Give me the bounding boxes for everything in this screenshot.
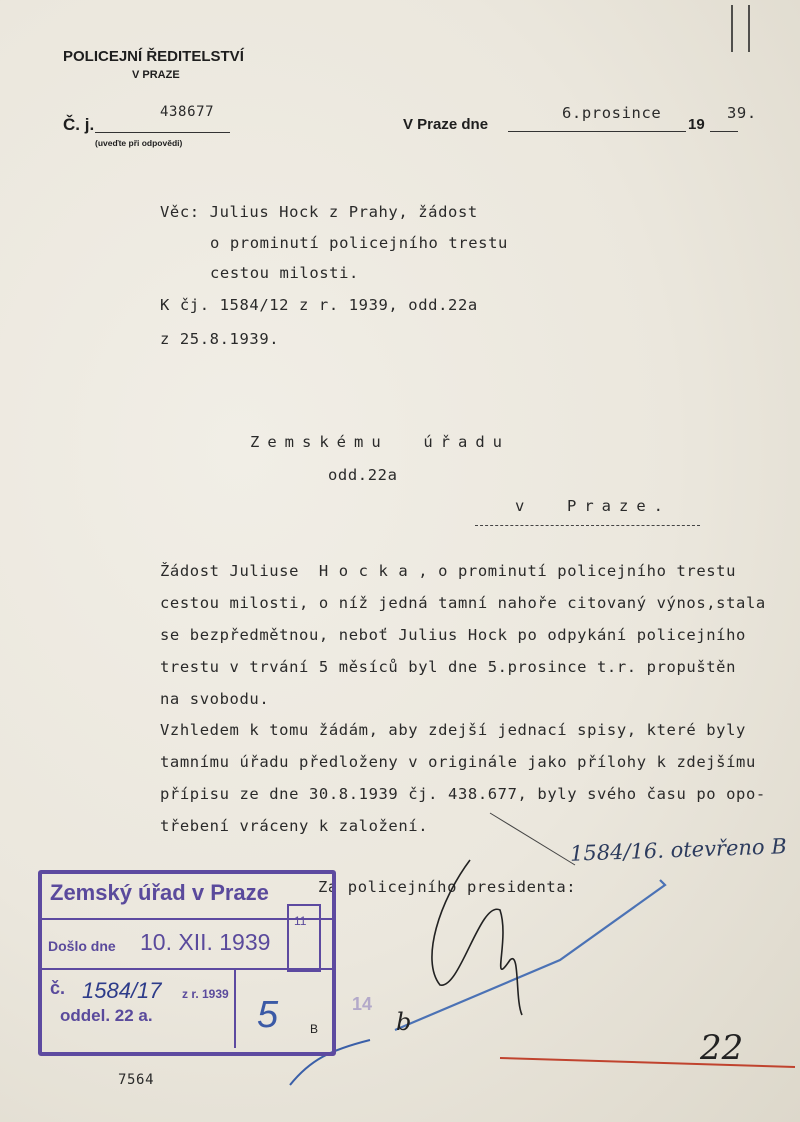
stamp-received-label: Došlo dne [48,938,116,954]
red-line [500,1058,795,1067]
bottom-number: 7564 [118,1072,155,1088]
margin-mark: 22 [700,1028,744,1068]
reference-note: (uveďte při odpovědi) [95,138,183,148]
body-line-7: tamnímu úřadu předloženy v originále jako přílohy k zdejšímu [160,753,756,771]
stamp-box-number: 11 [294,914,307,928]
body-line-3: se bezpředmětnou, neboť Julius Hock po odpykání policejního [160,626,746,644]
body-line-2: cestou milosti, o níž jedná tamní nahoře citovaný výnos,stala [160,594,766,612]
reference-number: 438677 [160,104,215,120]
stamp-year-label: z r. 1939 [182,987,229,1001]
stamp-letter: B [310,1022,319,1036]
stamp-file-number: 1584/17 [82,978,162,1003]
place-label: V Praze dne [403,116,489,133]
received-stamp [38,870,336,1056]
year-suffix: 39. [727,104,757,122]
stamp-title: Zemský úřad v Praze [50,880,269,905]
subject-line-2: o prominutí policejního trestu [210,234,508,252]
pen-diagonal-stroke [490,813,575,865]
stamp-number-box [287,904,321,972]
stamp-department: oddel. 22 a. [60,1006,153,1025]
addressee-office: Zemskému úřadu [250,433,510,451]
office-name: POLICEJNÍ ŘEDITELSTVÍ [63,48,244,65]
stamp-vertical-divider [234,968,236,1048]
handwritten-note: 1584/16. otevřeno B [569,834,788,866]
handwritten-initial: b [396,1008,412,1036]
signature-block: Za policejního presidenta: [318,878,577,896]
blue-pencil-stroke [395,880,665,1030]
stamp-number-prefix: č. [50,978,66,998]
date-value: 6.prosince [562,104,662,122]
addressee-city: v Praze. [515,497,671,515]
body-line-9: třebení vráceny k založení. [160,817,429,835]
subject-line-3: cestou milosti. [210,264,359,282]
body-line-1: Žádost Juliuse H o c k a , o prominutí policejního trestu [160,562,737,580]
body-line-5: na svobodu. [160,690,270,708]
subject-line-5: z 25.8.1939. [160,330,280,348]
signature-scribble [432,860,522,1015]
stamp-attachments-mark: 5 [257,994,279,1036]
addressee-department: odd.22a [328,466,398,484]
stamp-received-date: 10. XII. 1939 [140,929,271,955]
office-city: V PRAZE [132,69,180,81]
year-prefix: 19 [688,116,705,133]
body-line-4: trestu v trvání 5 měsíců byl dne 5.prosince t.r. propuštěn [160,658,737,676]
body-line-6: Vzhledem k tomu žádám, aby zdejší jednací spisy, které byly [160,721,746,739]
body-line-8: přípisu ze dne 30.8.1939 čj. 438.677, byly svého času po opo- [160,785,766,803]
subject-line-1: Věc: Julius Hock z Prahy, žádost [160,203,478,221]
faint-stamp: 14 [352,994,373,1014]
subject-line-4: K čj. 1584/12 z r. 1939, odd.22a [160,296,478,314]
reference-label: Č. j. [63,115,95,134]
